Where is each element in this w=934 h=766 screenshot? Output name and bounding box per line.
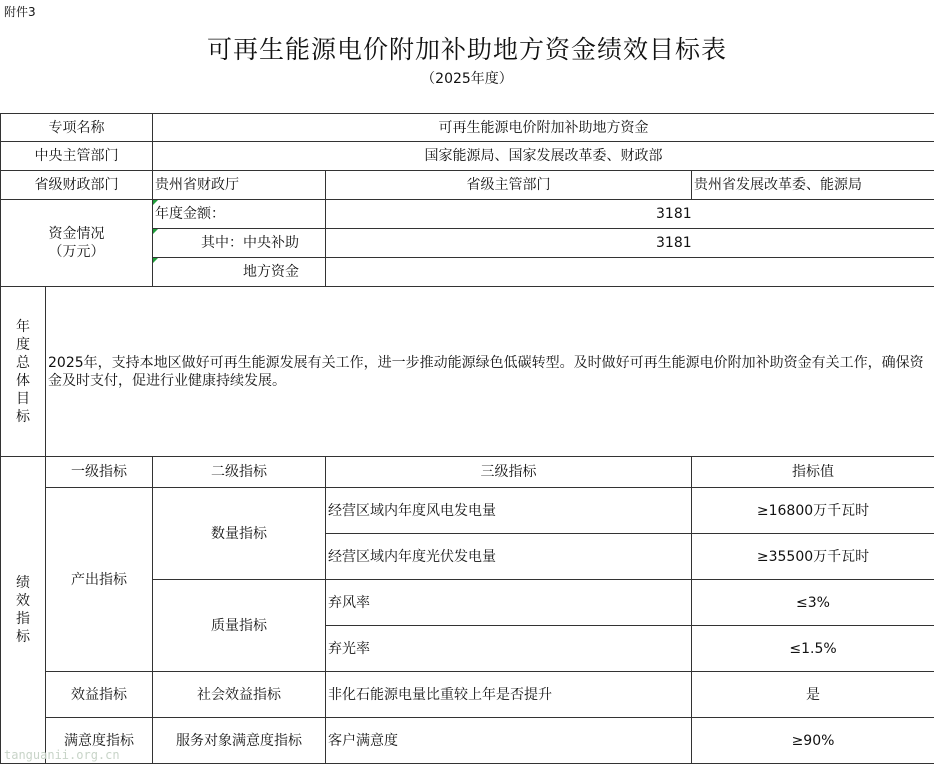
indicator-name: 经营区域内年度光伏发电量 (326, 534, 692, 580)
service-satisfaction-label: 服务对象满意度指标 (153, 718, 326, 764)
header-level2: 二级指标 (153, 457, 326, 488)
prov-finance-value: 贵州省财政厅 (153, 171, 326, 200)
performance-table (0, 113, 934, 764)
indicator-value: ≥16800万千瓦时 (692, 488, 934, 534)
social-benefit-label: 社会效益指标 (153, 672, 326, 718)
indicator-value: ≥90% (692, 718, 934, 764)
quantity-indicator-label: 数量指标 (153, 488, 326, 580)
indicator-value: 是 (692, 672, 934, 718)
central-dept-value: 国家能源局、国家发展改革委、财政部 (153, 142, 934, 171)
funds-label (1, 200, 153, 287)
local-funds-label: 地方资金 (153, 258, 326, 287)
indicator-value: ≤3% (692, 580, 934, 626)
year-subtitle: （2025年度） (421, 71, 513, 87)
prov-dept-label: 省级主管部门 (326, 171, 692, 200)
indicator-name: 非化石能源电量比重较上年是否提升 (326, 672, 692, 718)
annual-goal-label: 年 度 总 体 目 标 (1, 287, 46, 457)
table-row (1, 672, 934, 718)
indicator-value: ≤1.5% (692, 626, 934, 672)
project-value: 可再生能源电价附加补助地方资金 (153, 114, 934, 142)
local-funds-value (326, 258, 934, 287)
attachment-label: 附件3 (4, 5, 36, 19)
benefit-indicator-label: 效益指标 (46, 672, 153, 718)
funds-label-line1: 资金情况 (48, 226, 105, 242)
indicator-name: 经营区域内年度风电发电量 (326, 488, 692, 534)
row-annual-goal (1, 287, 934, 457)
satisfaction-indicator-label: 满意度指标 (46, 718, 153, 764)
header-level3: 三级指标 (326, 457, 692, 488)
prov-finance-label: 省级财政部门 (1, 171, 153, 200)
table-row (1, 488, 934, 534)
indicator-value: ≥35500万千瓦时 (692, 534, 934, 580)
prov-dept-value: 贵州省发展改革委、能源局 (692, 171, 934, 200)
header-value: 指标值 (692, 457, 934, 488)
page-title: 可再生能源电价附加补助地方资金绩效目标表 (206, 35, 727, 64)
indicator-name: 弃光率 (326, 626, 692, 672)
header-level1: 一级指标 (46, 457, 153, 488)
annual-goal-text: 2025年，支持本地区做好可再生能源发展有关工作，进一步推动能源绿色低碳转型。及时做好可再生能源电价附加补助资金有关工作，确保资金及时支付，促进行业健康持续发展。 (46, 287, 934, 457)
indicator-name: 弃风率 (326, 580, 692, 626)
table-row (1, 718, 934, 764)
indicator-section-label: 绩 效 指 标 (1, 457, 46, 764)
central-dept-label: 中央主管部门 (1, 142, 153, 171)
quality-indicator-label: 质量指标 (153, 580, 326, 672)
funds-label-line2: （万元） (48, 244, 105, 260)
row-indicator-headers (1, 457, 934, 488)
watermark: tanguanii.org.cn (4, 748, 120, 762)
central-subsidy-value: 3181 (326, 229, 934, 258)
project-label: 专项名称 (1, 114, 153, 142)
row-funds-annual (1, 200, 934, 229)
row-project (1, 114, 934, 142)
annual-amount-label: 年度金额： (153, 200, 326, 229)
indicator-name: 客户满意度 (326, 718, 692, 764)
row-central-dept (1, 142, 934, 171)
row-provincial (1, 171, 934, 200)
annual-amount-value: 3181 (326, 200, 934, 229)
output-indicator-label: 产出指标 (46, 488, 153, 672)
central-subsidy-label: 其中：中央补助 (153, 229, 326, 258)
